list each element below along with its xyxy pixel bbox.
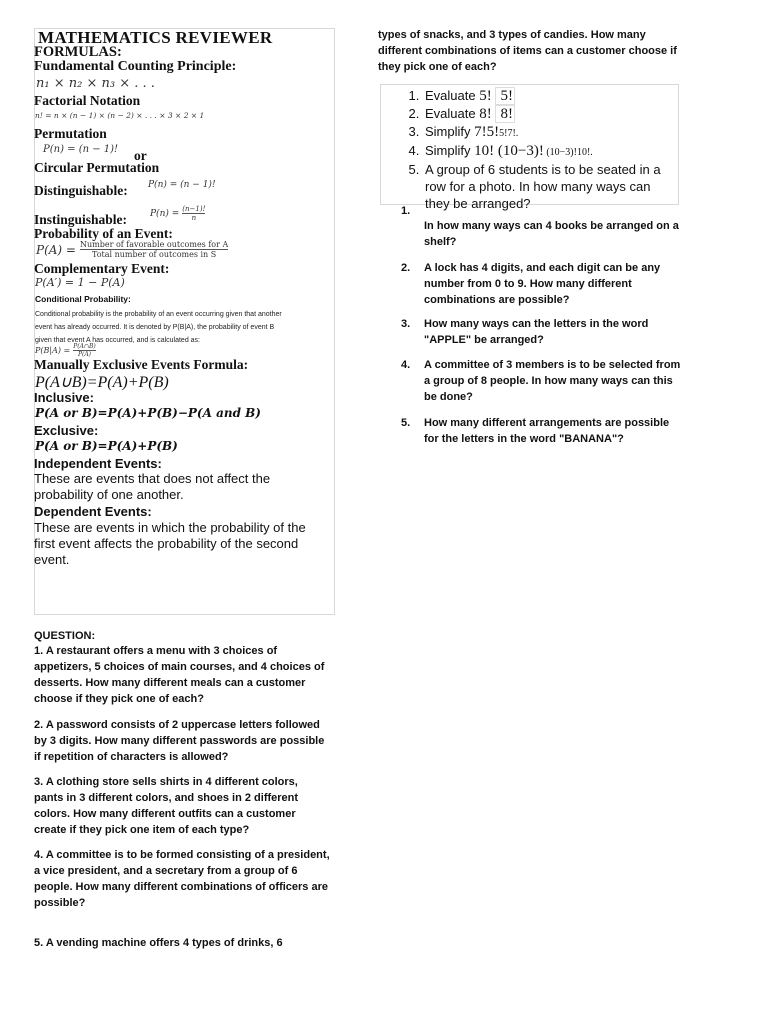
bold-list-item-3-text: How many ways can the letters in the word "APPLE" be arranged? — [424, 318, 649, 346]
inclusive-formula: P(A or B)=P(A)+P(B)−P(A and B) — [35, 406, 261, 420]
complementary-formula: P(A′) = 1 − P(A) — [35, 276, 125, 289]
probability-formula-left: P(A) = — [36, 242, 76, 257]
dependent-text: These are events in which the probability of the first event affects the probability of the second event. — [34, 520, 306, 567]
bold-list-item-1 — [401, 203, 691, 253]
question-item-5: 5. A vending machine offers 4 types of drinks, 6 — [34, 937, 283, 949]
factorial-formula: n! = n × (n − 1) × (n − 2) × . . . × 3 × 2 × 1 — [35, 111, 205, 120]
formulas-heading: FORMULAS: — [34, 44, 122, 60]
conditional-formula — [35, 343, 96, 358]
or-label: or — [134, 148, 147, 163]
bold-list-item-2-text: A lock has 4 digits, and each digit can be any number from 0 to 9. How many different combinations are possible? — [424, 262, 661, 306]
fcp-formula: n₁ × n₂ × n₃ × . . . — [36, 76, 155, 91]
evaluate-item-2-math: 8! — [479, 106, 492, 122]
bold-list-item-1-number: 1. — [401, 205, 411, 217]
questions-heading: QUESTION: — [34, 630, 96, 642]
evaluate-item-3-lead: Simplify — [425, 124, 475, 139]
evaluate-box — [380, 84, 679, 211]
mutually-exclusive-heading: Manually Exclusive Events Formula: — [34, 357, 249, 372]
probability-num: Number of favorable outcomes for A — [79, 240, 229, 249]
conditional-text-line-1: Conditional probability is the probability of an event occurring given that another — [35, 311, 282, 318]
indistinguishable-formula — [150, 205, 205, 222]
conditional-formula-left: P(B|A) = — [35, 346, 71, 355]
permutation-formula: P(n) = (n − 1)! — [43, 144, 119, 155]
bold-list-item-3 — [401, 316, 691, 352]
evaluate-item-1 — [423, 87, 678, 105]
question-item-3: 3. A clothing store sells shirts in 4 different colors, pants in 3 different colors, and shoes in 2 different colors. How many different outfits can a customer create if they pick one item of each type? — [34, 776, 299, 836]
fcp-heading: Fundamental Counting Principle: — [34, 59, 237, 74]
evaluate-item-3 — [423, 123, 678, 142]
indistinguishable-fraction — [182, 205, 205, 222]
exclusive-formula: P(A or B)=P(A)+P(B) — [35, 439, 178, 453]
distinguishable-label: Distinguishable: — [34, 183, 128, 198]
dependent-heading: Dependent Events: — [34, 504, 152, 519]
independent-text: These are events that does not affect the probability of one another. — [34, 471, 271, 502]
evaluate-item-5-text: A group of 6 students is to be seated in a row for a photo. In how many ways can they be arranged? — [425, 162, 661, 211]
exclusive-heading: Exclusive: — [34, 423, 99, 438]
bold-list-item-5-text: How many different arrangements are possible for the letters in the word "BANANA"? — [424, 417, 670, 445]
circular-heading: Circular Permutation — [34, 160, 160, 175]
probability-fraction — [80, 240, 228, 259]
evaluate-item-3-tail: 5!7!. — [499, 128, 519, 139]
conditional-heading: Conditional Probability: — [35, 294, 131, 304]
independent-heading: Independent Events: — [34, 456, 162, 471]
evaluate-item-1-math: 5! — [479, 88, 492, 104]
conditional-text-line-2: event has already occurred. It is denoted by P(B|A), the probability of event B — [35, 324, 275, 331]
bold-list-item-4 — [401, 357, 691, 407]
bold-list-item-5-number: 5. — [401, 417, 411, 429]
conditional-fraction — [73, 343, 96, 358]
bold-list-item-5 — [401, 415, 691, 465]
reviewer-title: MATHEMATICS REVIEWER — [38, 28, 273, 47]
complementary-heading: Complementary Event: — [34, 261, 170, 276]
conditional-den: P(A) — [77, 351, 92, 358]
probability-formula — [36, 240, 228, 259]
permutation-heading: Permutation — [34, 126, 107, 141]
question-item-1: 1. A restaurant offers a menu with 3 choices of appetizers, 5 choices of main courses, and 4 choices of desserts. How many different meals can a customer choose if they pick one of each? — [34, 645, 325, 705]
bold-list-item-2-number: 2. — [401, 262, 411, 274]
probability-den: Total number of outcomes in S — [92, 250, 217, 259]
bold-list-item-1-text: In how many ways can 4 books be arranged on a shelf? — [424, 220, 679, 248]
bold-list-item-3-number: 3. — [401, 318, 411, 330]
probability-heading: Probability of an Event: — [34, 226, 173, 241]
factorial-heading: Factorial Notation — [34, 93, 141, 108]
indistinguishable-label: Instinguishable: — [34, 212, 128, 227]
evaluate-item-4 — [423, 142, 678, 161]
evaluate-item-2-lead: Evaluate — [425, 106, 480, 121]
evaluate-item-4-math: 10! (10−3)! — [474, 143, 544, 159]
question-item-2: 2. A password consists of 2 uppercase letters followed by 3 digits. How many different passwords are possible if repetition of characters is allowed? — [34, 719, 325, 763]
indistinguishable-den: n — [191, 214, 197, 222]
evaluate-item-4-lead: Simplify — [425, 143, 475, 158]
bold-list-item-4-number: 4. — [401, 359, 411, 371]
question-5-continuation: types of snacks, and 3 types of candies. How many different combinations of items can a customer choose if they pick one of each? — [378, 29, 677, 73]
conditional-num: P(A∩B) — [73, 343, 96, 350]
evaluate-item-2 — [423, 105, 678, 123]
distinguishable-formula: P(n) = (n − 1)! — [148, 180, 216, 190]
evaluate-item-1-lead: Evaluate — [425, 88, 480, 103]
bold-list-item-2 — [401, 260, 691, 310]
indistinguishable-formula-left: P(n) = — [150, 208, 180, 219]
conditional-text-line-3: given that event A has occurred, and is calculated as: — [35, 337, 200, 344]
evaluate-item-1-tail: 5! — [496, 88, 513, 104]
evaluate-item-4-tail: (10−3)!10!. — [543, 147, 593, 158]
mutually-exclusive-formula: P(A∪B)=P(A)+P(B) — [35, 374, 169, 391]
bold-list-item-4-text: A committee of 3 members is to be selected from a group of 8 people. In how many ways can this be done? — [424, 359, 681, 403]
evaluate-item-2-tail: 8! — [496, 106, 513, 122]
inclusive-heading: Inclusive: — [34, 390, 94, 405]
question-item-4: 4. A committee is to be formed consisting of a president, a vice president, and a secretary from a group of 6 people. How many different combinations of officers are possible? — [34, 849, 330, 909]
indistinguishable-num: (n−1)! — [182, 205, 206, 213]
evaluate-list — [381, 87, 678, 212]
evaluate-item-3-math: 7!5! — [474, 124, 500, 140]
